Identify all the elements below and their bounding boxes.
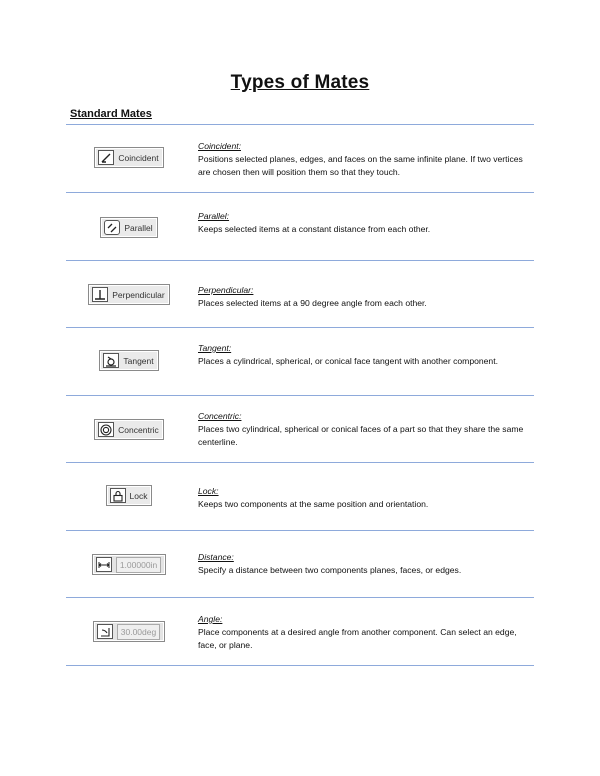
mate-text: Keeps two components at the same position and orientation. xyxy=(198,499,429,509)
mate-description xyxy=(198,551,534,577)
perpendicular-icon xyxy=(92,287,108,302)
section-heading: Standard Mates xyxy=(70,108,152,120)
mate-description xyxy=(198,410,534,449)
mate-name: Concentric: xyxy=(198,411,242,421)
angle-input[interactable]: 30.00deg xyxy=(117,624,160,640)
mate-description xyxy=(198,140,534,179)
lock-icon xyxy=(110,488,126,503)
button-label: Concentric xyxy=(118,424,159,435)
button-label: Tangent xyxy=(123,355,154,366)
mate-row-perpendicular xyxy=(66,260,534,327)
mate-description xyxy=(198,485,534,511)
divider xyxy=(66,665,534,666)
button-label: Lock xyxy=(129,490,148,501)
distance-icon xyxy=(96,557,112,572)
mate-name: Tangent: xyxy=(198,343,232,353)
mate-description xyxy=(198,210,534,236)
mate-name: Lock: xyxy=(198,486,219,496)
mate-row-lock xyxy=(66,462,534,530)
mate-text: Places a cylindrical, spherical, or conical face tangent with another component. xyxy=(198,356,498,366)
concentric-button[interactable] xyxy=(94,419,164,440)
page-title: Types of Mates xyxy=(230,72,370,93)
parallel-button[interactable] xyxy=(100,217,157,238)
mate-text: Places selected items at a 90 degree angle from each other. xyxy=(198,298,427,308)
mate-row-parallel xyxy=(66,192,534,260)
mate-name: Angle: xyxy=(198,614,223,624)
button-label: Perpendicular xyxy=(112,289,165,300)
tangent-button[interactable] xyxy=(99,350,158,371)
distance-control[interactable] xyxy=(92,554,166,575)
mate-description xyxy=(198,613,534,652)
tangent-icon xyxy=(103,353,119,368)
perpendicular-button[interactable] xyxy=(88,284,169,305)
mate-name: Coincident: xyxy=(198,141,241,151)
coincident-button[interactable] xyxy=(94,147,163,168)
mate-row-coincident xyxy=(66,124,534,192)
coincident-icon xyxy=(98,150,114,165)
mate-row-tangent xyxy=(66,327,534,395)
distance-input[interactable]: 1.00000in xyxy=(116,557,161,573)
mate-description xyxy=(198,284,534,310)
mate-row-concentric xyxy=(66,395,534,462)
angle-icon xyxy=(97,624,113,639)
lock-button[interactable] xyxy=(106,485,153,506)
parallel-icon xyxy=(104,220,120,235)
button-label: Parallel xyxy=(124,222,153,233)
mate-name: Distance: xyxy=(198,552,234,562)
mate-text: Places two cylindrical, spherical or conical faces of a part so that they share the same centerline. xyxy=(198,424,524,447)
mate-text: Positions selected planes, edges, and faces on the same infinite plane. If two vertices are chosen then will position them so that they touch. xyxy=(198,154,523,177)
mate-name: Parallel: xyxy=(198,211,230,221)
mate-text: Keeps selected items at a constant distance from each other. xyxy=(198,224,431,234)
mate-row-angle xyxy=(66,597,534,665)
angle-control[interactable] xyxy=(93,621,165,642)
mate-text: Specify a distance between two components planes, faces, or edges. xyxy=(198,565,462,575)
mate-row-distance xyxy=(66,530,534,597)
mate-text: Place components at a desired angle from another component. Can select an edge, face, or plane. xyxy=(198,627,517,650)
mate-description xyxy=(198,342,534,368)
button-label: Coincident xyxy=(118,152,159,163)
mate-name: Perpendicular: xyxy=(198,285,254,295)
concentric-icon xyxy=(98,422,114,437)
